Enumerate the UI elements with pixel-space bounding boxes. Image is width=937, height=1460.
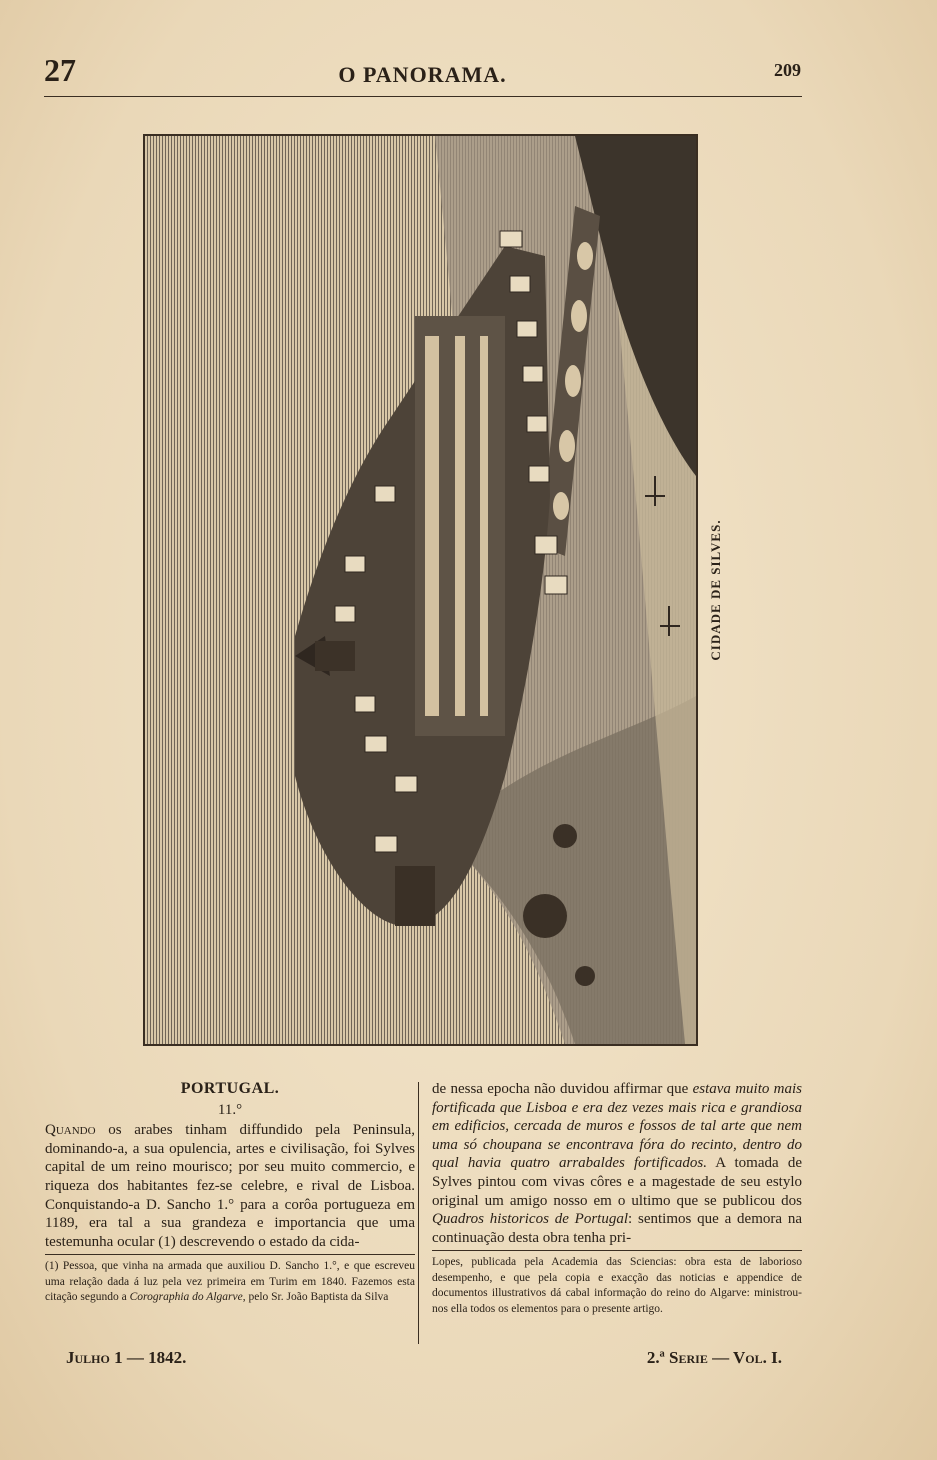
page-header bbox=[44, 52, 801, 92]
right-column bbox=[432, 1080, 802, 1317]
footnote-right-text: Lopes, publicada pela Academia das Sciencias: obra esta de laborioso desempenho, e que pela copia e exacção das noticias e appendice de documentos illustrativos dá cabal informação do reino do Algarve: ministrou-nos ella todos os elementos para o presente artigo. bbox=[432, 1256, 802, 1315]
right-italic-quote: estava muito mais fortificada que Lisboa e era dez vezes mais rica e grandiosa em edificios, cercada de muros e fossos de tal arte que nem uma só choupana se encontrava fóra do recinto, dentro do qual havia quatro arrabaldes fortificados. bbox=[432, 1081, 803, 1172]
footnote-right bbox=[432, 1255, 802, 1317]
issue-number: 27 bbox=[44, 52, 76, 88]
right-paragraph-3: : sentimos que a demora na continuação desta obra tenha pri- bbox=[432, 1211, 802, 1246]
footnote-rule-left bbox=[45, 1254, 415, 1255]
caption-text: CIDADE DE SILVES. bbox=[708, 519, 723, 661]
footnote-left-text-2: , pelo Sr. João Baptista da Silva bbox=[242, 1291, 389, 1304]
left-paragraph: os arabes tinham diffundido pela Peninsula, dominando-a, a sua opulencia, artes e civilisação, foi Sylves capital de um reino mourisco; por seu muito commercio, e riqueza dos habitantes fez-se celebre, e rival de Lisboa. Conquistando-a D. Sancho 1.° para a corôa portugueza em 1189, era tal a sua grandeza e importancia que uma testemunha ocular (1) descrevendo o estado da cida- bbox=[45, 1122, 416, 1250]
column-divider bbox=[418, 1082, 419, 1344]
footer-series: 2.ª Serie — Vol. I. bbox=[646, 1348, 782, 1367]
footnote-left bbox=[45, 1259, 415, 1306]
left-column bbox=[45, 1080, 415, 1306]
footnote-left-italic: Corographia do Algarve bbox=[129, 1291, 243, 1304]
right-paragraph-2: A tomada de Sylves pintou com vivas côres e a magestade de seu estylo original um amigo nosso em o ultimo que se publicou dos bbox=[432, 1155, 802, 1209]
engraving-illustration bbox=[143, 134, 698, 1046]
header-rule bbox=[44, 96, 802, 97]
right-italic-title: Quadros historicos de Portugal bbox=[432, 1211, 629, 1228]
footnote-left-text-1: (1) Pessoa, que vinha na armada que auxiliou D. Sancho 1.°, e que escreveu uma relação dada á luz pela vez primeira em Turim em 1840. Fazemos esta citação segundo a bbox=[45, 1260, 415, 1304]
page-number: 209 bbox=[774, 60, 801, 80]
illustration-caption bbox=[704, 500, 728, 680]
right-body-text bbox=[432, 1080, 802, 1247]
footnote-rule-right bbox=[432, 1250, 802, 1251]
publication-title: O PANORAMA. bbox=[338, 62, 507, 87]
section-title: PORTUGAL. bbox=[180, 1080, 280, 1097]
town-engraving bbox=[145, 136, 696, 1044]
left-body-text bbox=[45, 1121, 415, 1251]
footer-date: Julho 1 — 1842. bbox=[66, 1348, 187, 1367]
lead-word: Quando bbox=[45, 1122, 96, 1139]
right-paragraph-1: de nessa epocha não duvidou affirmar que bbox=[432, 1081, 693, 1097]
section-number: 11.° bbox=[217, 1101, 243, 1118]
